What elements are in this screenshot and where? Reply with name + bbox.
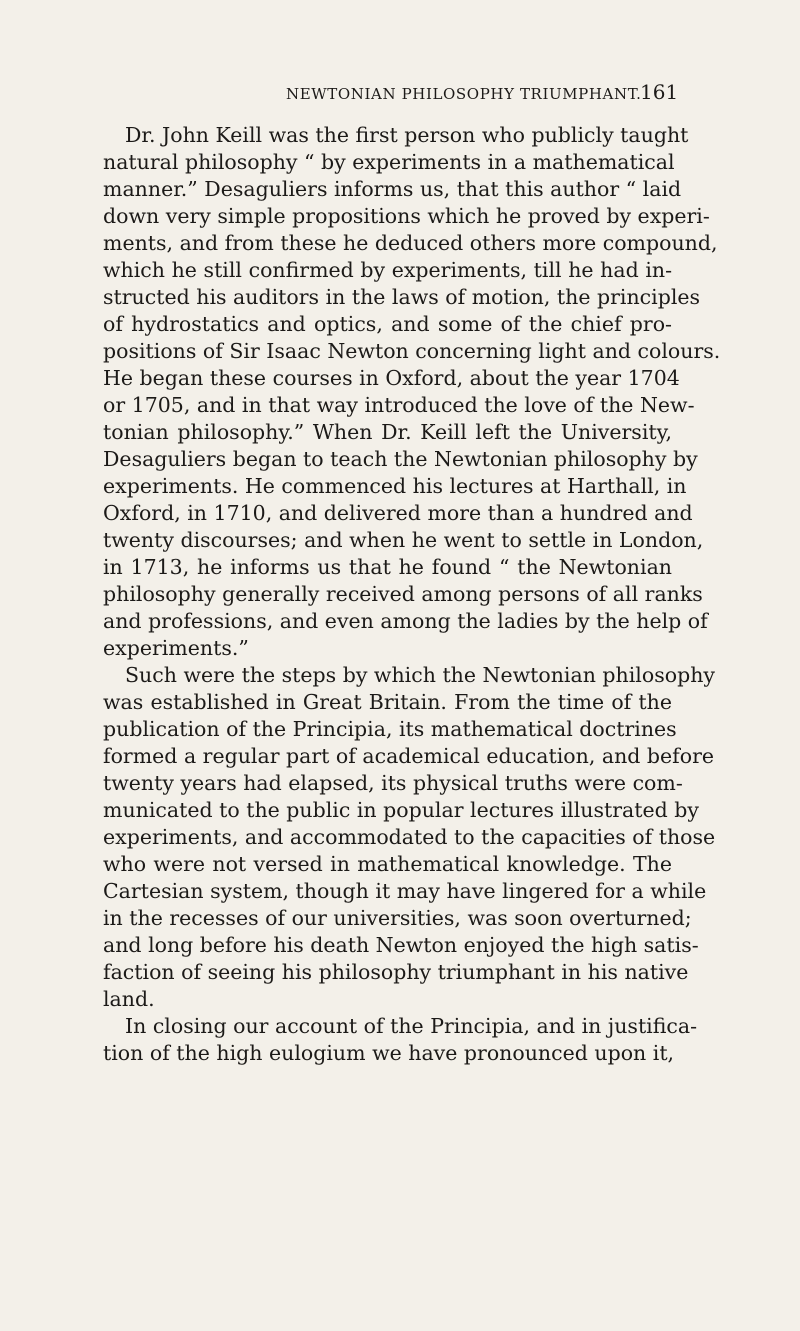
- text-line: in the recesses of our universities, was soon overturned;: [103, 906, 692, 930]
- text-line: natural philosophy “ by experiments in a mathematical: [103, 150, 675, 174]
- text-line: publication of the Principia, its mathematical doctrines: [103, 717, 677, 741]
- text-line: who were not versed in mathematical knowledge. The: [103, 852, 672, 876]
- text-line: and long before his death Newton enjoyed the high satis-: [103, 933, 699, 957]
- text-line: and professions, and even among the ladies by the help of: [103, 609, 708, 633]
- text-line: Such were the steps by which the Newtonian philosophy: [125, 663, 715, 687]
- text-line: twenty years had elapsed, its physical truths were com-: [103, 771, 683, 795]
- text-line: in 1713, he informs us that he found “ the Newtonian: [103, 555, 672, 579]
- text-line: tonian philosophy.” When Dr. Keill left the University,: [103, 420, 672, 444]
- text-line: or 1705, and in that way introduced the love of the New-: [103, 393, 695, 417]
- text-line: land.: [103, 987, 155, 1011]
- text-line: twenty discourses; and when he went to settle in London,: [103, 528, 704, 552]
- text-line: Dr. John Keill was the first person who publicly taught: [125, 123, 689, 147]
- text-line: He began these courses in Oxford, about the year 1704: [103, 366, 680, 390]
- text-line: down very simple propositions which he proved by experi-: [103, 204, 710, 228]
- text-line: Cartesian system, though it may have lingered for a while: [103, 879, 707, 903]
- text-line: Desaguliers began to teach the Newtonian philosophy by: [103, 447, 698, 471]
- text-line: was established in Great Britain. From the time of the: [103, 690, 672, 714]
- text-line: formed a regular part of academical education, and before: [103, 744, 715, 768]
- text-line: faction of seeing his philosophy triumphant in his native: [103, 960, 689, 984]
- text-line: municated to the public in popular lectures illustrated by: [103, 798, 699, 822]
- text-line: manner.” Desaguliers informs us, that this author “ laid: [103, 177, 682, 201]
- text-line: experiments. He commenced his lectures at Harthall, in: [103, 474, 687, 498]
- text-line: tion of the high eulogium we have pronounced upon it,: [103, 1041, 675, 1065]
- text-line: Oxford, in 1710, and delivered more than a hundred and: [103, 501, 693, 525]
- text-line: ments, and from these he deduced others more compound,: [103, 231, 718, 255]
- text-line: of hydrostatics and optics, and some of the chief pro-: [103, 312, 672, 336]
- text-line: which he still confirmed by experiments, till he had in-: [103, 258, 672, 282]
- text-line: structed his auditors in the laws of motion, the principles: [103, 285, 701, 309]
- text-line: experiments.”: [103, 636, 249, 660]
- running-head: NEWTONIAN PHILOSOPHY TRIUMPHANT.: [286, 85, 642, 103]
- text-line: experiments, and accommodated to the capacities of those: [103, 825, 716, 849]
- text-line: In closing our account of the Principia, and in justifica-: [125, 1014, 698, 1038]
- text-line: positions of Sir Isaac Newton concerning light and colours.: [103, 339, 721, 363]
- text-line: philosophy generally received among persons of all ranks: [103, 582, 703, 606]
- page-number: 161: [640, 80, 679, 104]
